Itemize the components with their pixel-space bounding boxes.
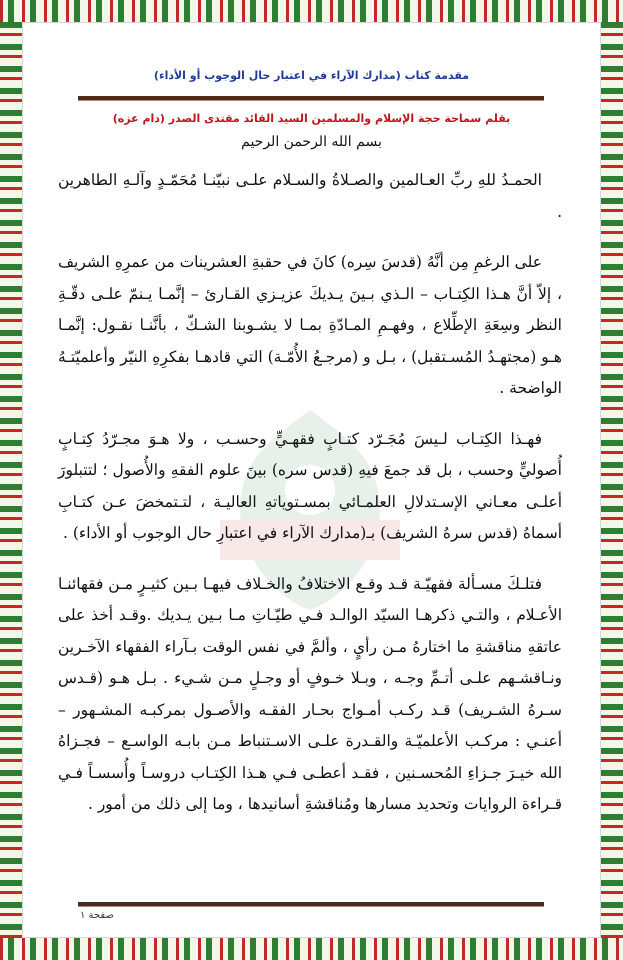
paragraph: فتلـكَ مسـألة فقهيّـة قـد وقـع الاختلافُ والخـلاف فيهـا بـين كثيـرٍ مـن فقهائنـا الأعـلام ، والتـي ذكرهـا السيّد الوالـد فـي طيّـاتِ مـا بـين يـديك .وقـد أخذ على عاتقهِ مناقشةِ ما اختارهُ مـن رأيٍ ، وألمَّ في نفس الوقت بـآراء الفقهاء الآخـرين ونـاقشـهم علـى أتـمِّ وجـه ، وبـلا خـوفٍ أو وجـلٍ مـن شـيء . بـل هـو (قـدس سـرهُ الشـريف) قـد ركـب أمـواج بحـار الفقـه والأصـول بمركبـه المشـهور – أعنـي : مركـب الأعلميّـة والقـدرة علـى الاسـتنباط مـن بابـه الواسـع – فجـزاهُ الله خيـرَ جـزاءِ المُحسـنين ، فقـد أعطـى فـي هـذا الكِتـاب دروسـاً وأُسسـاً فـي قـراءة الروايات وتحديد مسارها ومُناقشةِ أسانيدها ، وما إلى ذلك من أمور . [58, 574, 562, 813]
author-line: بقلم سماحة حجة الإسلام والمسلمين السيد القائد مقتدى الصدر (دام عزه) [112, 112, 511, 125]
basmala: بسم الله الرحمن الرحيم [241, 134, 382, 150]
decorative-border-bottom [0, 938, 623, 960]
decorative-border-left [0, 22, 22, 938]
paragraph: فهـذا الكِتـاب لـيسَ مُجَـرّد كتـابٍ فقهـيٍّ وحسـب ، ولا هـوَ مجـرّدُ كِتـابٍ أُصوليٍّ وحسب ، بل قد جمعَ فيهِ (قدس سره) بينَ علوم الفقهِ والأُصول ؛ لتتبلورَ أعلـى معـاني الإسـتدلالِ العلمـائي بمسـتوياتهِ العاليـة ، لتـتمخضَ عـن كتـابِ أسماهُ (قدس سرهُ الشريف) بـ(مدارك الآراء في اعتبارِ حال الوجوب أو الأداء) . [58, 429, 562, 542]
body-text [58, 165, 562, 840]
decorative-border-right [601, 22, 623, 938]
paragraph: على الرغمِ مِن أنَّهُ (قدسَ سِره) كانَ في حقبةِ العشرينات من عمرِهِ الشريف ، إلاّ أنَّ هـذا الكِتـاب – الـذي بـينَ يـديكَ عزيـزي القـارئ – إنَّمـا يـنمّ علـى دقّـةِ النظر وسِعَةِ الإطِّلاع ، وفهـمِ المـادّةِ بمـا لا يشـوبنا الشـكّ ، بأنَّنـا نقـول: إنَّمـا هـو (مجتهـدُ المُسـتقبل) ، بـل و (مرجـعُ الأُمّـة) التي قادهـا بفكرِهِ النيّر وأعلميّتـهُ الواضحة . [58, 253, 562, 397]
decorative-border-top [0, 0, 623, 22]
header-divider [78, 96, 544, 101]
footer-divider [78, 902, 544, 907]
page-number: صفحة ١ [80, 910, 114, 921]
page-title: مقدمة كتاب (مدارك الآراء في اعتبار حال الوجوب أو الأداء) [153, 69, 470, 82]
paragraph: الحمـدُ للهِ ربِّ العـالمين والصـلاةُ والسـلام علـى نبيّنـا مُحَمّـدٍ وآلـهِ الطاهرين . [58, 171, 562, 221]
